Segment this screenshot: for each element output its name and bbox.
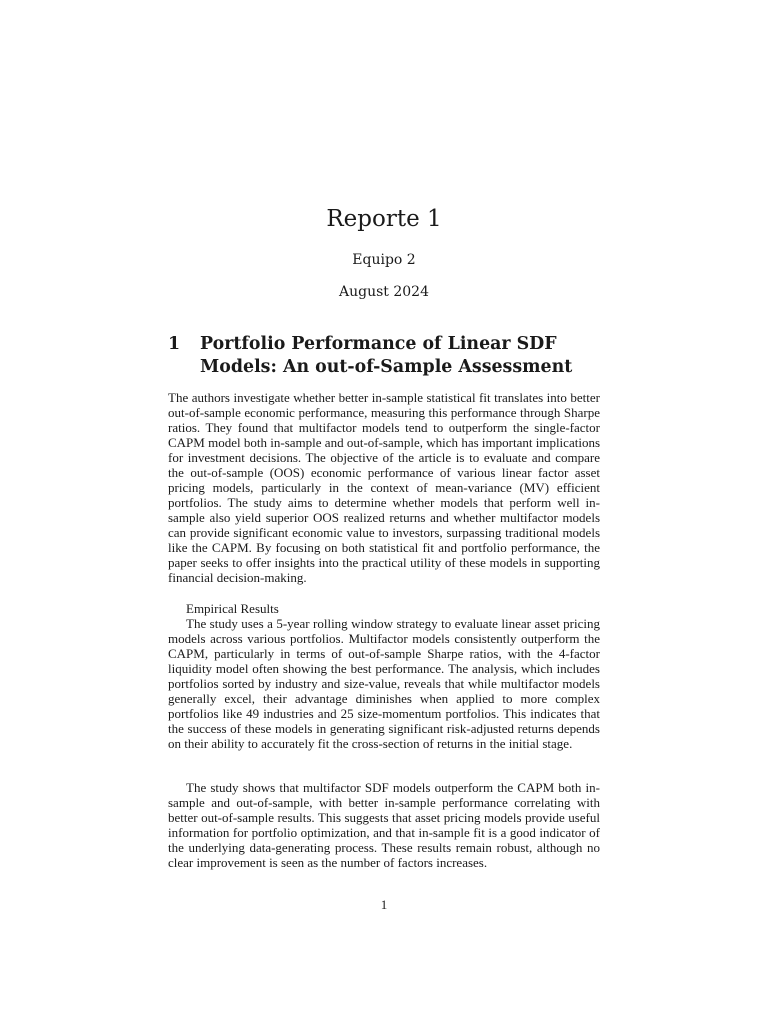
- intro-text: The authors investigate whether better in-sample statistical fit translates into better out-of-sample economic performance, measuring this performance through Sharpe ratios. They found that multifactor models tend to outperform the single-factor CAPM model both in-sample and out-of-sample, which has important implications for investment decisions. The objective of the article is to evaluate and compare the out-of-sample (OOS) economic performance of various linear factor asset pricing models, particularly in the context of mean-variance (MV) efficient portfolios. The study aims to determine whether models that perform well in-sample also yield superior OOS realized returns and whether multifactor models can provide significant economic value to investors, surpassing traditional models like the CAPM. By focusing on both statistical fit and portfolio performance, the paper seeks to offer insights into the practical utility of these models in supporting financial decision-making.: [168, 390, 600, 585]
- section-number: 1: [168, 334, 181, 354]
- page-number: 1: [380, 897, 388, 912]
- conclusion-paragraph: [168, 780, 600, 870]
- document-date: August 2024: [339, 284, 429, 300]
- empirical-results-paragraph: [168, 601, 600, 751]
- section-title: Portfolio Performance of Linear SDF Models: An out-of-Sample Assessment: [200, 334, 573, 377]
- conclusion-text: The study shows that multifactor SDF models outperform the CAPM both in-sample and out-of-sample, with better in-sample performance correlating with better out-of-sample results. This suggests that asset pricing models provide useful information for portfolio optimization, and that in-sample fit is a good indicator of the underlying data-generating process. These results remain robust, although no clear improvement is seen as the number of factors increases.: [168, 780, 600, 870]
- document-author: Equipo 2: [352, 252, 416, 268]
- empirical-results-subhead: Empirical Results: [186, 601, 279, 616]
- section-heading: [168, 333, 608, 379]
- intro-paragraph: [168, 390, 600, 585]
- document-title: Reporte 1: [326, 206, 442, 232]
- empirical-results-text: The study uses a 5-year rolling window strategy to evaluate linear asset pricing models across various portfolios. Multifactor models consistently outperform the CAPM, particularly in terms of out-of-sample Sharpe ratios, with the 4-factor liquidity model often showing the best performance. The analysis, which includes portfolios sorted by industry and size-value, reveals that while multifactor models generally excel, their advantage diminishes when applied to more complex portfolios like 49 industries and 25 size-momentum portfolios. This indicates that the success of these models in generating significant risk-adjusted returns depends on their ability to accurately fit the cross-section of returns in the initial stage.: [168, 616, 600, 751]
